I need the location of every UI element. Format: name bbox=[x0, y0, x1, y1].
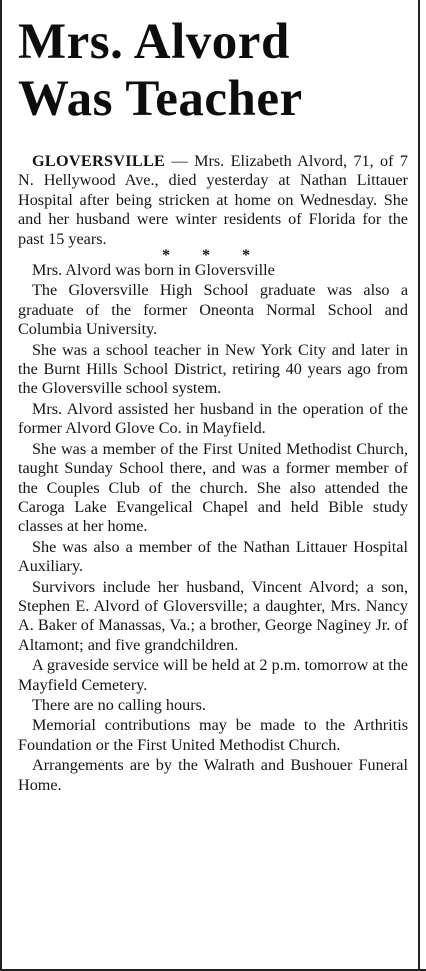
paragraph-glove-company: Mrs. Alvord assisted her husband in the operation of the former Alvord Glove Co. in Mayfield. bbox=[18, 399, 408, 438]
headline-line-2: Was Teacher bbox=[18, 71, 303, 127]
obituary-article bbox=[18, 14, 408, 796]
paragraph-church: She was a member of the First United Methodist Church, taught Sunday School there, and was a former member of the Couples Club of the church. She also attended the Caroga Lake Evangelical Chapel and held Bible study classes at her home. bbox=[18, 439, 408, 536]
paragraph-survivors: Survivors include her husband, Vincent Alvord; a son, Stephen E. Alvord of Gloversville; a daughter, Mrs. Nancy A. Baker of Manassas, Va.; a brother, George Naginey Jr. of Altamont; and five grandchildren. bbox=[18, 577, 408, 654]
lead-text: — Mrs. Elizabeth Alvord, 71, of 7 N. Hellywood Ave., died yesterday at Nathan Littauer Hospital after being stricken at home on Wednesday. She and her husband were winter residents of Florida for the past 15 years. bbox=[18, 152, 408, 248]
dateline: GLOVERSVILLE bbox=[32, 152, 166, 170]
right-border-rule bbox=[418, 0, 420, 971]
paragraph-arrangements: Arrangements are by the Walrath and Bushouer Funeral Home. bbox=[18, 756, 408, 794]
top-margin bbox=[0, 0, 426, 10]
headline-line-1: Mrs. Alvord bbox=[18, 14, 290, 70]
paragraph-auxiliary: She was also a member of the Nathan Littauer Hospital Auxiliary. bbox=[18, 537, 408, 576]
paragraph-birth: Mrs. Alvord was born in Gloversville bbox=[32, 261, 275, 280]
paragraph-education: The Gloversville High School graduate was also a graduate of the former Oneonta Normal School and Columbia University. bbox=[18, 281, 408, 339]
paragraph-calling-hours: There are no calling hours. bbox=[32, 695, 206, 714]
article-body bbox=[18, 152, 408, 795]
headline bbox=[18, 14, 408, 128]
paragraph-career: She was a school teacher in New York City and later in the Burnt Hills School District, retiring 40 years ago from the Gloversville school system. bbox=[18, 340, 408, 398]
paragraph-memorials: Memorial contributions may be made to the Arthritis Foundation or the First United Methodist Church. bbox=[18, 716, 408, 754]
left-border-rule bbox=[0, 0, 2, 971]
lead-paragraph bbox=[18, 152, 408, 249]
section-separator: * * * bbox=[162, 247, 264, 265]
paragraph-service: A graveside service will be held at 2 p.m. tomorrow at the Mayfield Cemetery. bbox=[18, 656, 408, 694]
